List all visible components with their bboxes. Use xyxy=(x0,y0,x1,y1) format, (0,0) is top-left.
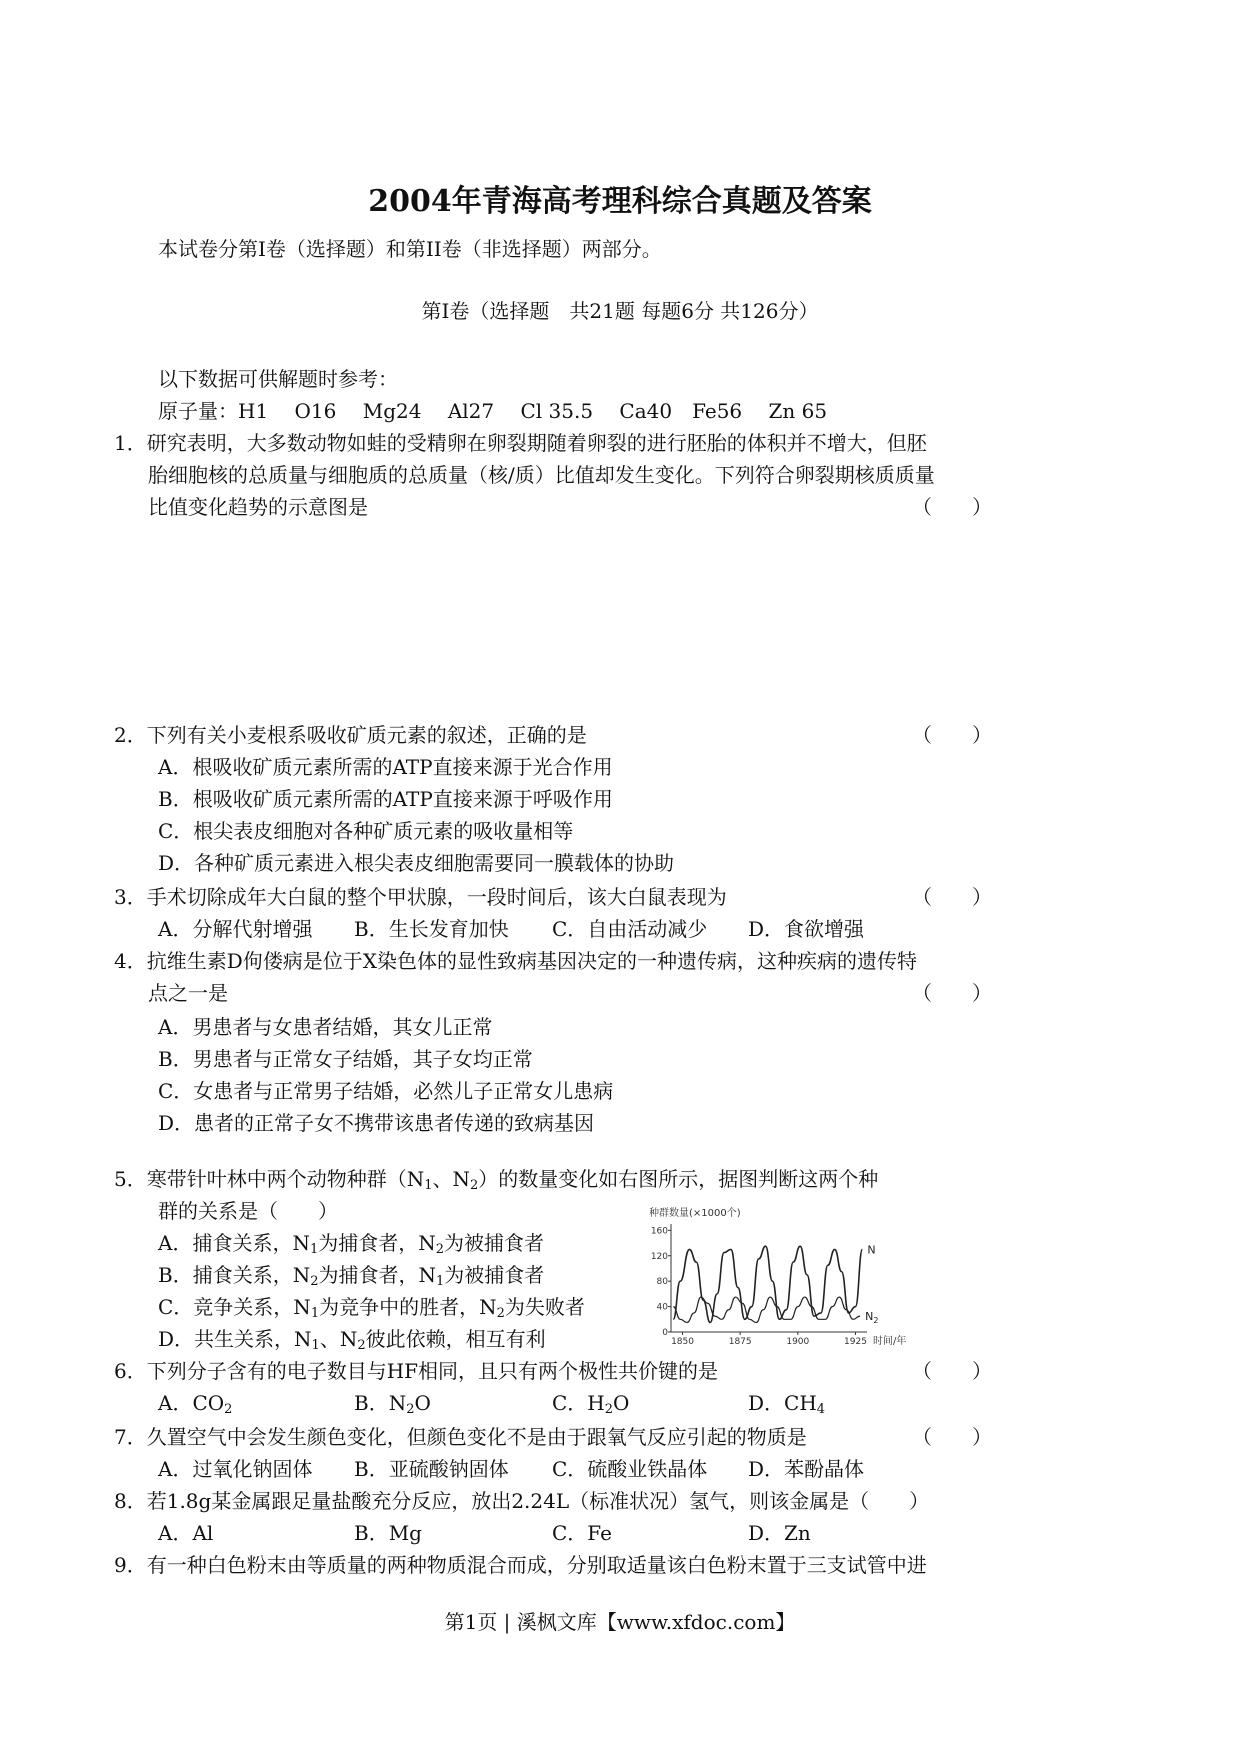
q7-option-b: B．亚硫酸钠固体 xyxy=(354,1457,509,1481)
intro-text: 本试卷分第I卷（选择题）和第II卷（非选择题）两部分。 xyxy=(158,237,662,261)
q6-answer-paren: （ ） xyxy=(912,1359,992,1383)
q6-option-d: D．$CH_4$ xyxy=(748,1391,826,1417)
q3-option-d: D．食欲增强 xyxy=(748,917,865,941)
q4-line1: 4．抗维生素D佝偻病是位于X染色体的显性致病基因决定的一种遗传病，这种疾病的遗传特 xyxy=(114,949,917,973)
q1-answer-paren: （ ） xyxy=(912,495,992,519)
chart-ytick-label: 120 xyxy=(650,1251,668,1262)
q3-stem: 3．手术切除成年大白鼠的整个甲状腺，一段时间后，该大白鼠表现为 xyxy=(114,885,727,909)
q1-line3: 比值变化趋势的示意图是 xyxy=(148,495,368,519)
q8-stem: 8．若1.8g某金属跟足量盐酸充分反应，放出2.24L（标准状况）氢气，则该金属是（ ） xyxy=(114,1489,930,1513)
q1-line1: 1．研究表明，大多数动物如蛙的受精卵在卵裂期随着卵裂的进行胚胎的体积并不增大，但胚 xyxy=(114,431,927,455)
chart-xtick-label: 1875 xyxy=(728,1337,752,1346)
q4-option-d: D．患者的正常子女不携带该患者传递的致病基因 xyxy=(158,1111,595,1135)
chart-series-label: $N_2$ xyxy=(865,1310,879,1326)
chart-xtick-label: 1900 xyxy=(786,1337,810,1346)
q5-option-d: D．共生关系，$N_1$、$N_2$彼此依赖，相互有利 xyxy=(158,1327,546,1353)
q5-line2: 群的关系是（ ） xyxy=(158,1199,338,1223)
q4-option-b: B．男患者与正常女子结婚，其子女均正常 xyxy=(158,1047,533,1071)
q7-option-d: D．苯酚晶体 xyxy=(748,1457,865,1481)
q7-answer-paren: （ ） xyxy=(912,1425,992,1449)
q2-stem: 2．下列有关小麦根系吸收矿质元素的叙述，正确的是 xyxy=(114,723,587,747)
q8-option-b: B．Mg xyxy=(354,1521,422,1545)
q4-answer-paren: （ ） xyxy=(912,981,992,1005)
chart-ytick-label: 0 xyxy=(662,1328,668,1338)
q6-option-c: C．$H_2O$ xyxy=(552,1391,630,1417)
q2-option-a: A．根吸收矿质元素所需的ATP直接来源于光合作用 xyxy=(158,755,613,779)
q5-option-b: B．捕食关系，$N_2$为捕食者，$N_1$为被捕食者 xyxy=(158,1263,545,1289)
q7-stem: 7．久置空气中会发生颜色变化，但颜色变化不是由于跟氧气反应引起的物质是 xyxy=(114,1425,807,1449)
reference-label: 以下数据可供解题时参考： xyxy=(158,367,398,391)
chart-xtick-label: 1850 xyxy=(671,1337,694,1346)
chart-ytick-label: 40 xyxy=(656,1302,668,1313)
q4-line2: 点之一是 xyxy=(148,981,228,1005)
page-title: 2004年青海高考理科综合真题及答案 xyxy=(368,184,872,219)
chart-ytick-label: 160 xyxy=(650,1226,668,1237)
q4-option-c: C．女患者与正常男子结婚，必然儿子正常女儿患病 xyxy=(158,1079,614,1103)
population-chart xyxy=(645,1204,915,1346)
q2-answer-paren: （ ） xyxy=(912,723,992,747)
chart-xtick-label: 1925 xyxy=(844,1337,867,1346)
q6-option-a: A．$CO_2$ xyxy=(158,1391,233,1417)
page-footer: 第1页 | 溪枫文库【www.xfdoc.com】 xyxy=(444,1610,796,1634)
section-heading: 第I卷（选择题 共21题 每题6分 共126分） xyxy=(421,299,819,323)
q2-option-d: D．各种矿质元素进入根尖表皮细胞需要同一膜载体的协助 xyxy=(158,851,675,875)
q3-option-a: A．分解代射增强 xyxy=(158,917,313,941)
chart-ylabel: 种群数量(×1000个) xyxy=(649,1208,741,1219)
q2-option-b: B．根吸收矿质元素所需的ATP直接来源于呼吸作用 xyxy=(158,787,613,811)
q8-option-d: D．Zn xyxy=(748,1521,811,1545)
q6-option-b: B．$N_2O$ xyxy=(354,1391,431,1417)
q7-option-a: A．过氧化钠固体 xyxy=(158,1457,313,1481)
q5-option-a: A．捕食关系，$N_1$为捕食者，$N_2$为被捕食者 xyxy=(158,1231,545,1257)
q5-line1: 5．寒带针叶林中两个动物种群（$N_1$、$N_2$）的数量变化如右图所示，据图判断这两个种 xyxy=(114,1167,879,1193)
chart-ytick-label: 80 xyxy=(656,1277,668,1288)
chart-series-line-n xyxy=(673,1246,862,1322)
chart-xlabel: 时间/年 xyxy=(873,1336,907,1346)
q8-option-a: A．Al xyxy=(158,1521,214,1545)
chart-series-line-n2 xyxy=(673,1297,860,1322)
chart-series-label: N xyxy=(867,1243,876,1257)
q7-option-c: C．硫酸业铁晶体 xyxy=(552,1457,708,1481)
q6-stem: 6．下列分子含有的电子数目与HF相同，且只有两个极性共价键的是 xyxy=(114,1359,719,1383)
q4-option-a: A．男患者与女患者结婚，其女儿正常 xyxy=(158,1015,493,1039)
q5-option-c: C．竞争关系，$N_1$为竞争中的胜者，$N_2$为失败者 xyxy=(158,1295,585,1321)
q9-line1: 9．有一种白色粉末由等质量的两种物质混合而成，分别取适量该白色粉末置于三支试管中进 xyxy=(114,1553,927,1577)
q1-line2: 胎细胞核的总质量与细胞质的总质量（核/质）比值却发生变化。下列符合卵裂期核质质量 xyxy=(148,463,935,487)
atomic-mass-line: 原子量：H1 O16 Mg24 Al27 Cl 35.5 Ca40 Fe56 Zn 65 xyxy=(158,399,828,423)
q3-option-b: B．生长发育加快 xyxy=(354,917,509,941)
q8-option-c: C．Fe xyxy=(552,1521,612,1545)
q2-option-c: C．根尖表皮细胞对各种矿质元素的吸收量相等 xyxy=(158,819,574,843)
q3-answer-paren: （ ） xyxy=(912,885,992,909)
q3-option-c: C．自由活动减少 xyxy=(552,917,708,941)
